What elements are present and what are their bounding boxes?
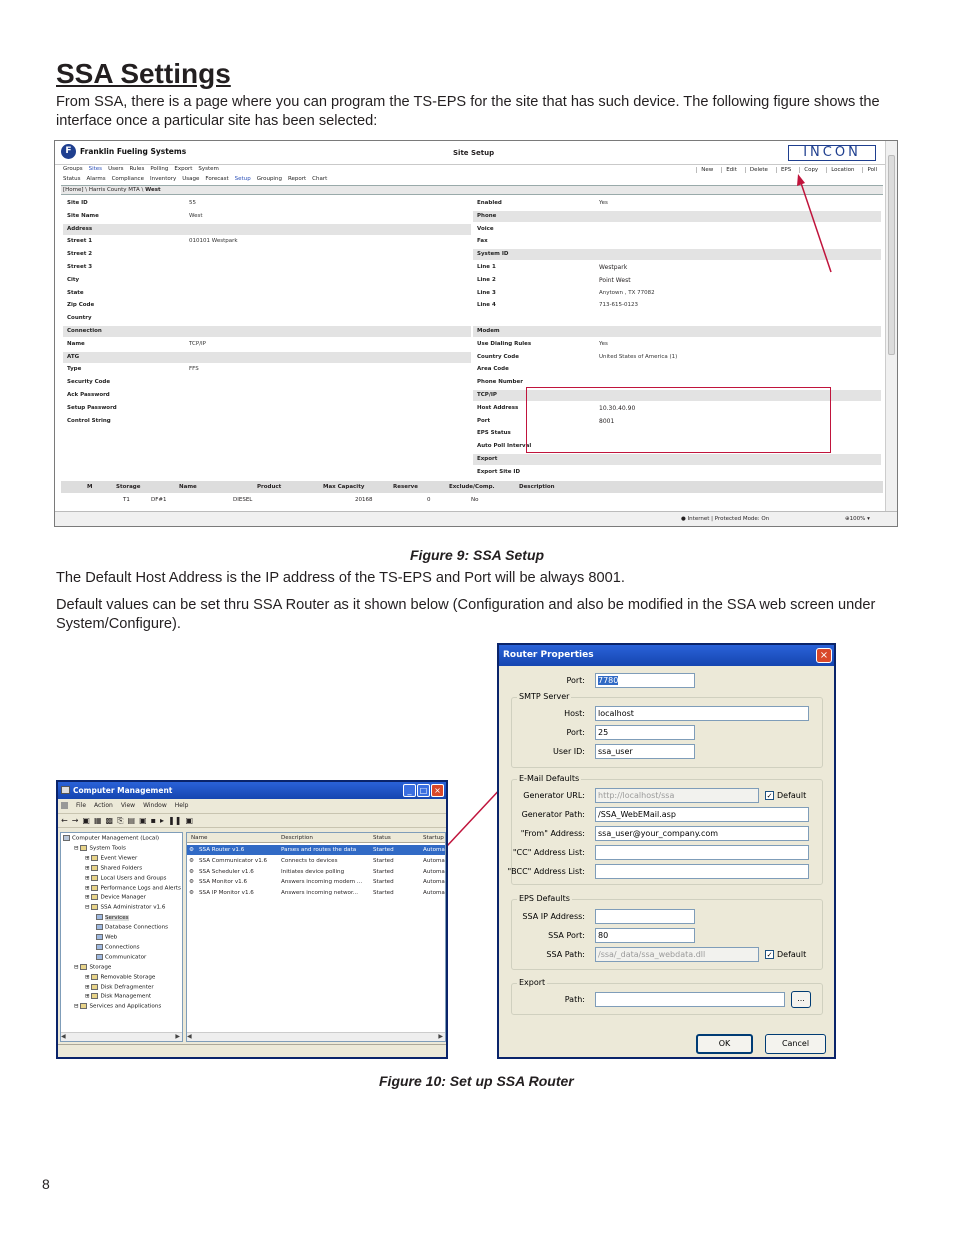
tree-label: Storage [89,964,112,971]
ssa-path-default-checkbox[interactable]: ✓ Default [766,950,807,959]
list-horizontal-scrollbar[interactable]: ◀ ▶ [187,1033,443,1040]
eps-group-label: EPS Defaults [519,894,570,903]
email-group-label: E-Mail Defaults [519,774,580,783]
cm-title: Computer Management [73,786,173,795]
toolbar-button[interactable]: EPS [776,167,795,173]
smtp-group-label: SMTP Server [519,692,570,701]
generator-path-label: Generator Path: [521,810,585,819]
toolbar-button[interactable]: Location [826,167,858,173]
column-header[interactable]: Startup [423,835,444,841]
folder-icon [96,914,103,920]
submenu-item[interactable]: Chart [312,176,328,182]
bcc-address-label: "BCC" Address List: [507,867,585,876]
column-header[interactable]: Name [179,484,197,490]
submenu-item[interactable]: Forecast [205,176,229,182]
tree-label: Event Viewer [100,855,138,862]
service-cell: Started [373,879,394,886]
field-label: Ack Password [67,392,110,398]
smtp-user-label: User ID: [553,747,585,756]
field-label: Auto Poll Interval [477,443,532,450]
submenu-item[interactable]: Compliance [111,176,144,182]
field-input[interactable]: 8001 [597,417,657,426]
tree-label: Services and Applications [89,1003,162,1010]
column-header[interactable]: Storage [116,484,141,490]
service-name: SSA Monitor v1.6 [199,879,248,886]
ssa-path-label: SSA Path: [546,950,585,959]
service-cell: Automa [423,890,445,897]
menu-item[interactable]: System [198,166,219,172]
list-item[interactable] [187,888,446,898]
breadcrumb-path[interactable]: [Home] \ Harris County MTA \ [63,187,146,193]
tree-item[interactable] [96,954,146,961]
brand-name: Franklin Fueling Systems [80,147,187,156]
submenu-item[interactable]: Alarms [86,176,106,182]
field-value[interactable]: Anytown , TX 77082 [599,289,655,296]
folder-icon [91,993,98,999]
default-values-paragraph: Default values can be set thru SSA Router as it shown below (Configuration and also be modified in the SSA web screen under System/Configure). [56,597,876,632]
ssa-port-input[interactable]: 80 [595,928,695,943]
table-cell: T1 [123,497,130,503]
toolbar-button[interactable]: Copy [799,167,822,173]
field-label: Export [477,456,498,462]
menu-item[interactable]: Export [174,166,193,172]
field-label: EPS Status [477,430,511,437]
field-label: Street 2 [67,251,93,258]
tree-item[interactable] [74,845,126,852]
field-value[interactable]: FFS [189,366,199,373]
field-label: Voice [477,225,494,232]
list-header [187,833,446,843]
close-icon[interactable]: × [816,648,832,663]
field-label: Line 1 [477,264,496,270]
generator-url-input[interactable]: http://localhost/ssa [595,788,759,803]
page-number: 8 [42,1176,50,1192]
service-cell: Started [373,868,394,875]
list-item[interactable] [187,856,446,866]
service-name: SSA Router v1.6 [199,847,245,853]
folder-icon [91,894,98,900]
folder-icon [91,875,98,881]
folder-icon [63,835,70,841]
folder-icon [91,855,98,861]
folder-icon [96,934,103,940]
column-header[interactable]: Description [519,484,555,490]
tree-label: Performance Logs and Alerts [100,885,181,891]
site-setup-title: Site Setup [453,149,495,157]
field-label: Country [67,315,92,322]
field-value[interactable]: 55 [189,200,196,206]
folder-icon [91,865,98,871]
field-label: Export Site ID [477,468,521,475]
toolbar-button[interactable]: Poll [862,167,881,173]
cancel-button[interactable]: Cancel [765,1034,826,1054]
service-icon: ⚙ [189,890,195,897]
ok-button[interactable]: OK [696,1034,753,1054]
incon-logo: INCON [788,145,876,161]
computer-icon [61,786,70,794]
port-input[interactable]: 7780 [595,673,695,688]
submenu-item[interactable]: Grouping [256,176,282,182]
export-path-label: Path: [564,995,585,1004]
toolbar-button[interactable]: New [696,167,717,173]
service-cell: Automa [423,879,445,886]
column-header[interactable]: Status [373,835,391,841]
protected-mode-status: ● Internet | Protected Mode: On [681,516,770,522]
table-cell: No [471,497,479,503]
zoom-level[interactable]: ⊕100% ▾ [845,516,870,522]
tree-label: Computer Management (Local) [72,835,160,842]
service-cell: Started [373,890,394,897]
list-item[interactable] [187,867,446,877]
ssa-ip-input[interactable] [595,909,695,924]
properties-icon[interactable]: ▩ [105,816,114,825]
cm-title-bar[interactable] [58,782,446,799]
field-label: Address [67,225,93,232]
back-icon[interactable]: ← [61,816,68,825]
cm-list-pane [186,832,446,1042]
menu-item[interactable]: File [76,802,87,809]
menu-item[interactable]: Rules [129,166,145,172]
field-label: Line 2 [477,276,496,283]
ssa-path-input[interactable]: /ssa/_data/ssa_webdata.dll [595,947,759,962]
cm-status-bar [58,1044,446,1057]
field-label: Phone Number [477,379,523,386]
play-icon[interactable]: ▸ [160,816,165,825]
expand-icon[interactable]: ⊟ [74,845,81,852]
field-label: Type [67,366,82,373]
field-value[interactable]: United States of America (1) [599,353,678,360]
table-cell: DF#1 [151,497,167,503]
field-label: Connection [67,328,102,334]
smtp-host-input[interactable]: localhost [595,706,809,721]
menu-item[interactable]: Window [143,802,167,809]
service-cell: Automa [423,847,445,853]
menu-item[interactable]: Sites [88,166,103,172]
expand-icon[interactable]: ⊞ [85,875,92,882]
column-header[interactable]: Reserve [393,484,418,490]
maximize-button[interactable]: □ [417,784,430,797]
tree-item[interactable] [96,924,168,931]
menu-item[interactable]: View [120,802,136,809]
column-header[interactable]: Exclude/Comp. [449,484,495,490]
tree-item[interactable] [96,914,129,921]
host-address-paragraph: The Default Host Address is the IP address of the TS-EPS and Port will be always 8001. [56,570,625,586]
service-icon: ⚙ [189,857,195,864]
tree-label: SSA Administrator v1.6 [100,904,166,911]
smtp-port-label: Port: [566,728,585,737]
service-name: SSA IP Monitor v1.6 [199,890,254,897]
refresh-icon[interactable]: ⎘ [117,816,124,825]
table-cell: 0 [427,497,431,503]
generator-path-input[interactable]: /SSA_WebEMail.asp [595,807,809,822]
folder-icon [96,954,103,960]
submenu-item[interactable]: Status [63,176,81,182]
field-label: Security Code [67,379,111,386]
submenu-item[interactable]: Report [287,176,307,182]
smtp-user-input[interactable]: ssa_user [595,744,695,759]
expand-icon[interactable]: ⊞ [85,865,92,872]
cc-address-input[interactable] [595,845,809,860]
expand-icon[interactable]: ⊞ [85,984,92,990]
tree-label: System Tools [89,845,126,852]
field-input[interactable]: Point West [597,276,657,285]
cm-menu-bar [58,800,446,812]
list-item[interactable] [187,845,446,855]
export-path-input[interactable] [595,992,785,1007]
tree-item[interactable] [85,875,166,882]
tree-label: Device Manager [100,894,146,901]
figure10-caption: Figure 10: Set up SSA Router [379,1073,574,1089]
field-label: Host Address [477,404,519,411]
field-label: ATG [67,353,80,360]
field-label: Country Code [477,353,519,360]
pause-icon[interactable]: ❚❚ [168,816,182,825]
from-address-label: "From" Address: [520,829,585,838]
ssa-port-label: SSA Port: [548,931,585,940]
folder-icon [91,904,98,910]
service-icon: ⚙ [189,879,195,886]
field-value[interactable]: Yes [599,340,608,347]
table-cell: 20168 [355,497,373,503]
view-icon[interactable]: ▪ [150,816,157,825]
tree-item[interactable] [96,944,140,951]
expand-icon[interactable]: ⊟ [74,964,81,971]
field-label: City [67,276,80,283]
folder-icon [91,885,98,891]
service-cell: Started [373,857,394,864]
table-cell: DIESEL [233,497,253,503]
service-name: SSA Scheduler v1.6 [199,868,254,875]
minimize-button[interactable]: _ [403,784,416,797]
field-label: Fax [477,238,488,245]
toolbar-button[interactable]: Edit [721,167,741,173]
tree-label: Connections [105,944,140,951]
mmc-icon [61,802,68,809]
list-item[interactable] [187,877,446,887]
field-label: System ID [477,251,509,258]
field-input[interactable]: Westpark [597,263,657,272]
field-label: Line 4 [477,302,496,309]
field-value[interactable]: TCP/IP [189,340,206,347]
page-title: SSA Settings [56,58,231,89]
tree-label: Local Users and Groups [100,875,167,882]
browse-button[interactable]: ... [791,991,811,1008]
column-header[interactable]: Product [257,484,282,490]
tree-item[interactable] [63,835,159,842]
field-value[interactable]: 713-615-0123 [599,302,638,309]
from-address-input[interactable]: ssa_user@your_company.com [595,826,809,841]
tree-item[interactable] [74,964,111,971]
field-label: Name [67,340,85,347]
tree-label: Disk Defragmenter [100,984,154,990]
field-label: Line 3 [477,289,496,296]
intro-paragraph: From SSA, there is a page where you can program the TS-EPS for the site that has such device. The following figure shows the interface once a particular site has been selected: [56,94,880,129]
restart-icon[interactable]: ▣ [185,816,194,825]
tree-item[interactable] [85,885,181,892]
tree-label: Services [105,914,129,921]
expand-icon[interactable]: ⊞ [85,894,92,901]
field-label: Enabled [477,200,502,206]
service-cell: Answers incoming networ... [281,890,359,897]
figure9-caption: Figure 9: SSA Setup [410,547,545,563]
field-label: Street 1 [67,238,93,245]
close-button[interactable]: × [431,784,444,797]
checkbox-check-icon: ✓ [766,951,773,959]
cm-toolbar [58,813,446,828]
service-cell: Automa [423,868,445,875]
globe-icon: ● [681,516,686,522]
tree-label: Database Connections [105,924,169,931]
service-cell: Started [373,847,394,853]
export-group-label: Export [519,978,546,987]
tree-label: Disk Management [100,993,152,1000]
router-properties-dialog [497,643,836,1059]
toolbar-button[interactable]: Delete [745,167,772,173]
submenu-item[interactable]: Setup [234,176,251,182]
field-value[interactable]: West [189,212,203,219]
field-label: Modem [477,328,500,334]
field-label: Zip Code [67,302,95,309]
smtp-port-input[interactable]: 25 [595,725,695,740]
field-label: State [67,289,84,296]
folder-icon [96,924,103,930]
smtp-host-label: Host: [564,709,585,718]
folder-icon [80,845,87,851]
tree-label: Web [105,934,118,941]
tree-item[interactable] [74,1003,161,1010]
tree-item[interactable] [85,974,155,981]
expand-icon[interactable]: ⊞ [85,855,92,862]
folder-icon [80,964,87,970]
menu-item[interactable]: Action [94,802,113,809]
service-name: SSA Communicator v1.6 [199,857,268,864]
tree-item[interactable] [85,865,142,872]
tree-label: Shared Folders [100,865,143,872]
field-value[interactable]: Yes [599,200,608,206]
tree-item[interactable] [85,855,137,862]
field-label: Use Dialing Rules [477,340,532,347]
submenu-item[interactable]: Usage [182,176,200,182]
tree-horizontal-scrollbar[interactable]: ◀ ▶ [61,1033,180,1040]
generator-url-label: Generator URL: [523,791,585,800]
menu-item[interactable]: Polling [150,166,169,172]
tree-label: Removable Storage [100,974,156,981]
expand-icon[interactable]: ⊞ [85,974,92,981]
up-icon[interactable]: ▣ [82,816,90,825]
franklin-logo-icon: F [61,144,76,159]
field-label: Phone [477,212,497,219]
field-label: Street 3 [67,264,93,270]
service-cell: Connects to devices [281,857,338,864]
field-label: Site ID [67,200,88,206]
column-header[interactable]: M [87,484,93,490]
expand-icon[interactable]: ⊟ [74,1003,81,1010]
tree-item[interactable] [85,993,151,1000]
tree-item[interactable] [85,894,146,901]
menu-item[interactable]: Groups [63,166,83,172]
port-label: Port: [566,676,585,685]
folder-icon [91,974,98,980]
service-cell: Answers incoming modem ... [281,879,363,886]
tree-item[interactable] [96,934,117,941]
tree-label: Communicator [105,954,147,961]
rp-title-bar[interactable]: Router Properties [499,645,834,666]
expand-icon[interactable]: ⊞ [85,885,92,891]
tree-item[interactable] [85,904,165,911]
menu-item[interactable]: Users [108,166,124,172]
forward-icon[interactable]: → [71,816,79,825]
expand-icon[interactable]: ⊞ [85,993,92,1000]
field-label: Setup Password [67,404,117,411]
service-cell: Automa [423,857,445,864]
column-header[interactable]: Description [281,835,313,841]
bcc-address-input[interactable] [595,864,809,879]
folder-icon [80,1003,87,1009]
column-header[interactable]: Name [191,835,208,841]
checkbox-check-icon: ✓ [766,792,773,800]
generator-url-default-checkbox[interactable]: ✓ Default [766,791,807,800]
eps-arrow-line [800,180,831,272]
service-cell: Parses and routes the data [281,847,357,853]
show-tree-icon[interactable]: ▦ [93,816,102,825]
export-icon[interactable]: ▤ [127,816,136,825]
expand-icon[interactable]: ⊟ [85,904,92,911]
service-icon: ⚙ [189,847,195,853]
computer-management-window [56,780,448,1059]
column-header[interactable]: Max Capacity [323,484,365,490]
field-label: Area Code [477,366,509,373]
tree-item[interactable] [85,984,154,991]
field-value[interactable]: 010101 Westpark [189,238,238,245]
field-label: Control String [67,417,111,424]
submenu-item[interactable]: Inventory [149,176,177,182]
eps-arrow-head [797,174,805,186]
cc-address-label: "CC" Address List: [512,848,585,857]
breadcrumb-current: West [145,187,161,193]
service-cell: Initiates device polling [281,868,345,875]
field-label: Site Name [67,212,99,219]
folder-icon [96,944,103,950]
service-icon: ⚙ [189,868,195,875]
field-label: Port [477,417,491,424]
folder-icon [91,984,98,990]
menu-item[interactable]: Help [174,802,189,809]
field-label: TCP/IP [477,392,497,398]
router-arrow-line [447,786,503,846]
ssa-ip-label: SSA IP Address: [522,912,585,921]
cm-tree-pane [60,832,183,1042]
field-input[interactable]: 10.30.40.90 [597,404,657,413]
help-icon[interactable]: ▣ [139,816,147,825]
